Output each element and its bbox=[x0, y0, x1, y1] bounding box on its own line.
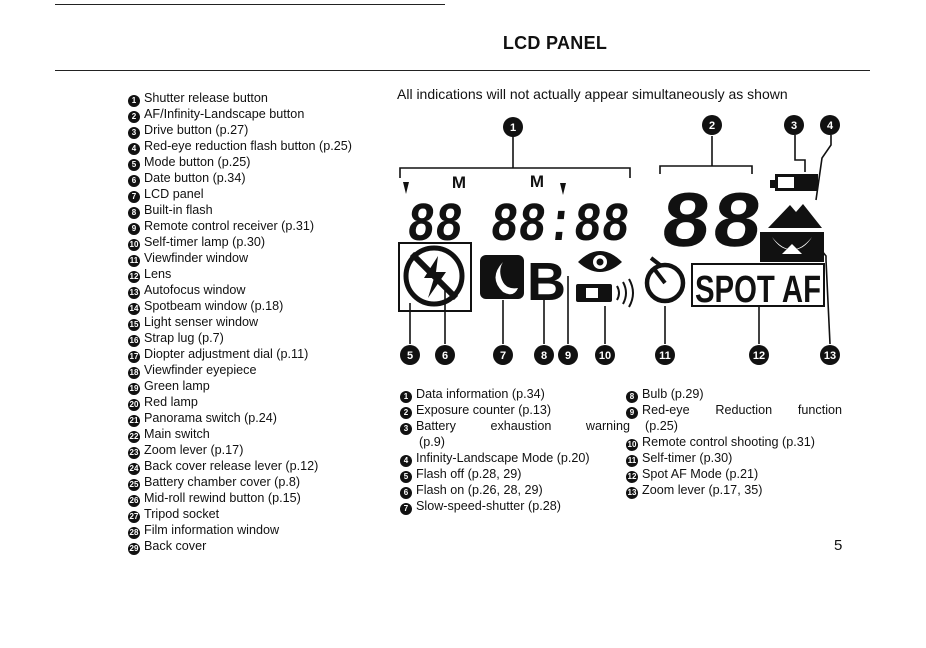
zoom-icon bbox=[760, 232, 824, 262]
frame-indicator bbox=[403, 172, 566, 195]
spot-af-text: SPOT AF bbox=[695, 269, 821, 311]
callout-number: 7 bbox=[499, 350, 507, 362]
item-text: Self-timer lamp (p.30) bbox=[144, 235, 266, 249]
item-text: Film information window bbox=[144, 523, 280, 537]
item-number: 18 bbox=[129, 368, 139, 377]
legend-item bbox=[626, 483, 842, 499]
page-title: LCD PANEL bbox=[502, 33, 608, 53]
item-text: warning bbox=[585, 419, 630, 433]
item-number: 19 bbox=[129, 384, 139, 393]
battery-icon bbox=[770, 174, 818, 191]
item-number: 2 bbox=[128, 111, 140, 123]
callout-marker bbox=[702, 115, 722, 135]
item-number: 12 bbox=[129, 272, 139, 281]
legend-item bbox=[400, 499, 630, 515]
callout-marker bbox=[784, 115, 804, 135]
item-text: exhaustion bbox=[490, 419, 552, 433]
callout-number: 3 bbox=[790, 120, 798, 132]
item-text: Remote control receiver (p.31) bbox=[144, 219, 315, 233]
item-text: Shutter release button bbox=[144, 91, 268, 105]
item-number: 14 bbox=[129, 304, 139, 313]
legend-item bbox=[626, 387, 842, 403]
callout-marker bbox=[820, 345, 840, 365]
item-number: 5 bbox=[128, 159, 140, 171]
item-number: 22 bbox=[129, 432, 139, 441]
page-number: 5 bbox=[834, 537, 843, 554]
item-number: 13 bbox=[627, 487, 637, 497]
item-number: 21 bbox=[129, 416, 139, 425]
item-text: Exposure counter (p.13) bbox=[416, 403, 552, 417]
callout-number: 2 bbox=[708, 120, 716, 132]
item-number: 7 bbox=[400, 503, 412, 515]
callout-marker bbox=[493, 345, 513, 365]
item-text: Viewfinder window bbox=[144, 251, 249, 265]
item-number: 4 bbox=[128, 143, 140, 155]
item-number: 24 bbox=[129, 464, 139, 473]
item-text: Light senser window bbox=[144, 315, 259, 329]
item-number: 13 bbox=[129, 288, 139, 297]
legend-item bbox=[626, 451, 842, 467]
legend-item bbox=[400, 419, 630, 435]
item-text: Flash on (p.26, 28, 29) bbox=[416, 482, 543, 497]
legend-item bbox=[626, 467, 842, 483]
item-text: Drive button (p.27) bbox=[144, 123, 249, 137]
frame-mark-2: M bbox=[529, 172, 545, 191]
legend-item bbox=[626, 403, 842, 419]
callout-marker bbox=[503, 117, 523, 137]
item-text: Green lamp bbox=[144, 379, 210, 393]
bulb-icon: B bbox=[527, 252, 566, 312]
legend-item bbox=[626, 435, 842, 451]
item-text: Mid-roll rewind button (p.15) bbox=[144, 491, 301, 505]
callout-marker bbox=[534, 345, 554, 365]
item-text: Reduction bbox=[715, 403, 773, 417]
item-text: Built-in flash bbox=[144, 203, 213, 217]
item-text: Lens bbox=[144, 267, 172, 281]
item-text: Battery chamber cover (p.8) bbox=[144, 475, 301, 489]
legend-item bbox=[400, 483, 630, 499]
item-text: Tripod socket bbox=[144, 507, 220, 521]
item-number: 29 bbox=[129, 544, 139, 553]
callout-marker bbox=[558, 345, 578, 365]
mountain-icon bbox=[768, 204, 822, 228]
legend-item-continuation: (p.25) bbox=[645, 419, 678, 433]
callout-marker bbox=[820, 115, 840, 135]
frame-mark-1: M bbox=[451, 173, 467, 192]
item-text: Zoom lever (p.17, 35) bbox=[642, 482, 763, 497]
item-number: 28 bbox=[129, 528, 139, 537]
item-number: 17 bbox=[129, 352, 139, 361]
item-text: Main switch bbox=[144, 427, 210, 441]
legend-item bbox=[400, 467, 630, 483]
item-text: Slow-speed-shutter (p.28) bbox=[416, 498, 561, 513]
display-note: All indications will not actually appear simultaneously as shown bbox=[397, 86, 788, 102]
item-number: 11 bbox=[129, 256, 139, 265]
item-number: 3 bbox=[400, 423, 412, 435]
callout-number: 4 bbox=[826, 120, 834, 132]
callout-number: 6 bbox=[441, 350, 449, 362]
item-text: Autofocus window bbox=[144, 283, 246, 297]
callout-number: 9 bbox=[564, 350, 572, 362]
legend-item bbox=[400, 387, 630, 403]
item-text: Red lamp bbox=[144, 395, 198, 409]
callout-number: 1 bbox=[509, 122, 517, 134]
item-text: LCD panel bbox=[144, 187, 204, 201]
item-text: Date button (p.34) bbox=[144, 171, 246, 185]
item-text: Strap lug (p.7) bbox=[144, 331, 224, 345]
item-text: Red-eye reduction flash button (p.25) bbox=[144, 139, 352, 153]
item-number: 6 bbox=[400, 487, 412, 499]
item-text: Viewfinder eyepiece bbox=[144, 363, 257, 377]
item-text: Spotbeam window (p.18) bbox=[144, 299, 284, 313]
item-text: Red-eye bbox=[642, 403, 690, 417]
spot-af-indicator bbox=[692, 264, 824, 311]
item-text: Battery bbox=[416, 419, 456, 433]
item-number: 7 bbox=[128, 191, 140, 203]
item-text: Diopter adjustment dial (p.11) bbox=[144, 347, 309, 361]
item-text: AF/Infinity-Landscape button bbox=[144, 107, 305, 121]
lcd-legend-right bbox=[626, 387, 842, 499]
item-number: 2 bbox=[400, 407, 412, 419]
item-number: 5 bbox=[400, 471, 412, 483]
callout-number: 5 bbox=[406, 350, 414, 362]
callout-marker bbox=[400, 345, 420, 365]
callout-number: 13 bbox=[823, 350, 837, 362]
item-text: Bulb (p.29) bbox=[642, 387, 704, 401]
item-text: Self-timer (p.30) bbox=[642, 450, 733, 465]
item-text: Remote control shooting (p.31) bbox=[642, 434, 815, 449]
item-text: Flash off (p.28, 29) bbox=[416, 466, 522, 481]
item-number: 1 bbox=[400, 391, 412, 403]
callout-number: 8 bbox=[540, 350, 548, 362]
item-text: Zoom lever (p.17) bbox=[144, 443, 244, 457]
data-information-digits: 88 88:88 bbox=[403, 194, 675, 257]
item-number: 11 bbox=[627, 455, 637, 465]
item-number: 8 bbox=[626, 391, 638, 403]
item-text: Back cover bbox=[144, 539, 207, 553]
item-number: 9 bbox=[128, 223, 140, 235]
item-number: 1 bbox=[128, 95, 140, 107]
item-number: 26 bbox=[129, 496, 139, 505]
callout-marker bbox=[435, 345, 455, 365]
legend-item bbox=[400, 403, 630, 419]
item-number: 8 bbox=[128, 207, 140, 219]
item-number: 6 bbox=[128, 175, 140, 187]
item-number: 4 bbox=[400, 455, 412, 467]
item-number: 25 bbox=[129, 480, 139, 489]
callout-marker bbox=[655, 345, 675, 365]
callout-number: 12 bbox=[752, 350, 766, 362]
item-number: 10 bbox=[129, 240, 139, 249]
item-number: 23 bbox=[129, 448, 139, 457]
item-number: 16 bbox=[129, 336, 139, 345]
callout-number: 11 bbox=[659, 350, 671, 362]
item-text: Data information (p.34) bbox=[416, 387, 545, 401]
lcd-legend-left bbox=[400, 387, 630, 515]
item-number: 10 bbox=[627, 439, 637, 449]
callout-number: 10 bbox=[598, 350, 612, 362]
slow-shutter-icon bbox=[480, 255, 524, 299]
callout-marker bbox=[595, 345, 615, 365]
item-number: 20 bbox=[129, 400, 139, 409]
item-number: 3 bbox=[128, 127, 140, 139]
item-number: 15 bbox=[129, 320, 139, 329]
item-text: Panorama switch (p.24) bbox=[144, 411, 277, 425]
item-text: function bbox=[797, 403, 842, 417]
item-text: Spot AF Mode (p.21) bbox=[642, 466, 759, 481]
item-text: Back cover release lever (p.12) bbox=[144, 459, 319, 473]
legend-item-continuation: (p.9) bbox=[419, 435, 445, 449]
item-number: 27 bbox=[129, 512, 139, 521]
callout-marker bbox=[749, 345, 769, 365]
item-text: Mode button (p.25) bbox=[144, 155, 251, 169]
legend-item bbox=[400, 451, 630, 467]
item-number: 12 bbox=[627, 471, 637, 481]
exposure-counter-digits: 88 bbox=[655, 180, 762, 271]
remote-control-icon bbox=[576, 279, 633, 307]
item-number: 9 bbox=[626, 407, 638, 419]
item-text: Infinity-Landscape Mode (p.20) bbox=[416, 450, 590, 465]
